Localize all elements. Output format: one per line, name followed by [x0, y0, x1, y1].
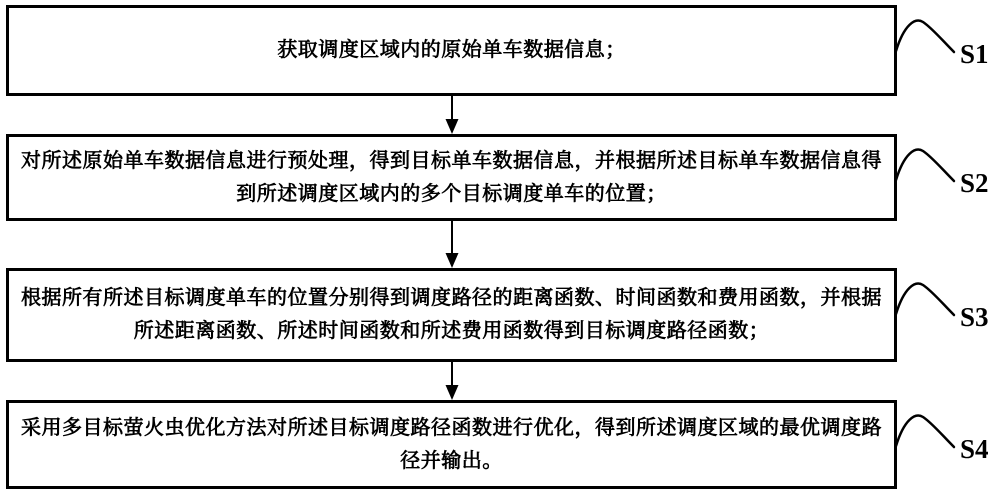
step-s1-text-line: 获取调度区域内的原始单车数据信息； — [277, 39, 626, 61]
step-box-s4 — [6, 400, 897, 489]
step-label-s4: S4 — [960, 434, 989, 464]
reference-label-group-s4 — [894, 410, 989, 463]
step-label-s1: S1 — [960, 39, 989, 69]
step-box-s2 — [6, 134, 897, 221]
step-box-s1 — [6, 5, 897, 96]
reference-label-group-s3 — [894, 278, 989, 331]
step-s4-text-line-1: 采用多目标萤火虫优化方法对所述目标调度路径函数进行优化，得到所述调度区域的最优调度路 — [21, 416, 882, 439]
flow-arrow-s3-s4 — [444, 361, 460, 400]
reference-label-group-s1 — [894, 15, 989, 68]
step-s3-text-line-1: 根据所有所述目标调度单车的位置分别得到调度路径的距离函数、时间函数和费用函数，并根据 — [21, 287, 882, 309]
connector-curve-icon — [894, 15, 958, 59]
flow-arrow-s1-s2 — [444, 95, 460, 134]
connector-curve-icon — [894, 278, 958, 322]
step-s4-text-line-2: 径并输出。 — [400, 449, 503, 472]
connector-curve-icon — [894, 144, 958, 188]
flow-arrow-s2-s3 — [444, 220, 460, 268]
step-s2-text-line-1: 对所述原始单车数据信息进行预处理，得到目标单车数据信息，并根据所述目标单车数据信息得 — [21, 149, 882, 172]
connector-curve-icon — [894, 410, 958, 454]
step-s3-text-line-2: 所述距离函数、所述时间函数和所述费用函数得到目标调度路径函数； — [133, 320, 770, 342]
step-label-s2: S2 — [960, 168, 989, 198]
step-box-s3 — [6, 268, 897, 362]
reference-label-group-s2 — [894, 144, 989, 197]
step-label-s3: S3 — [960, 302, 989, 332]
step-s2-text-line-2: 到所述调度区域内的多个目标调度单车的位置； — [236, 182, 667, 205]
